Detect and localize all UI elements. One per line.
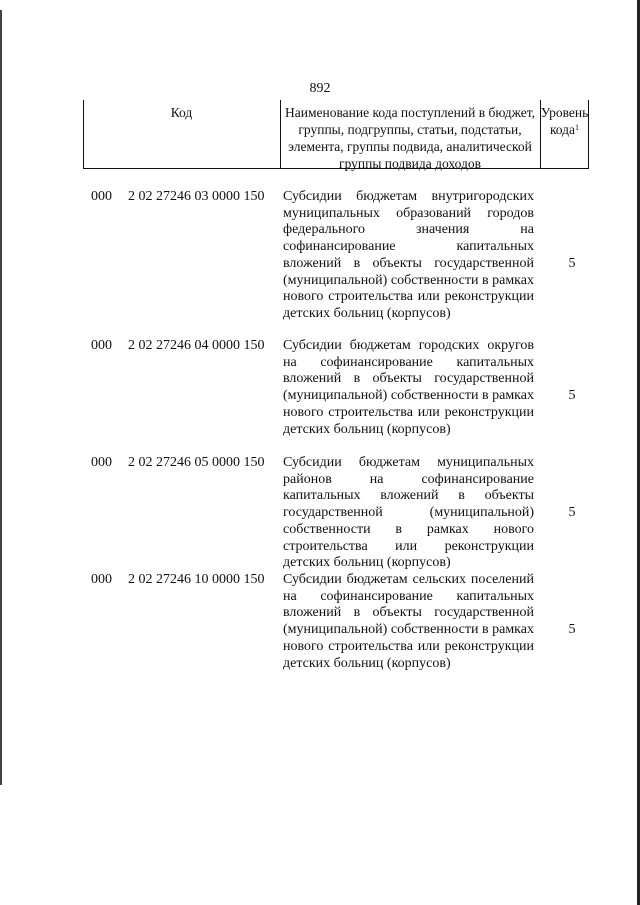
header-level-footnote: 1 — [575, 123, 580, 132]
row-income-code: 2 02 27246 10 0000 150 — [128, 572, 265, 587]
row-admin-code: 000 — [91, 455, 112, 470]
row-income-code: 2 02 27246 03 0000 150 — [128, 189, 265, 204]
header-level — [540, 104, 589, 138]
row-name: Субсидии бюджетам внутригородских муниципальных образований городов федерального значения на софинансирование капитальных вложений в объекты государственной (муниципальной) собственности в рамках нового строительства или реконструкции детских больниц (корпусов) — [283, 189, 534, 321]
row-admin-code: 000 — [91, 338, 112, 353]
row-level: 5 — [568, 622, 576, 637]
header-name: Наименование кода поступлений в бюджет, группы, подгруппы, статьи, подстатьи, элемента, группы подвида, аналитической группы подвида доходов — [284, 105, 535, 171]
row-admin-code: 000 — [91, 572, 112, 587]
header-code: Код — [170, 105, 193, 120]
row-income-code: 2 02 27246 04 0000 150 — [128, 338, 265, 353]
row-level: 5 — [568, 256, 576, 271]
row-name: Субсидии бюджетам городских округов на софинансирование капитальных вложений в объекты государственной (муниципальной) собственности в рамках нового строительства или реконструкции детских больниц (корпусов) — [283, 338, 534, 437]
row-admin-code: 000 — [91, 189, 112, 204]
row-name: Субсидии бюджетам сельских поселений на софинансирование капитальных вложений в объекты государственной (муниципальной) собственности в рамках нового строительства или реконструкции детских больниц (корпусов) — [283, 572, 534, 671]
table-header — [83, 100, 589, 169]
page-number: 892 — [309, 81, 331, 96]
row-level: 5 — [568, 505, 576, 520]
row-name: Субсидии бюджетам муниципальных районов на софинансирование капитальных вложений в объекты государственной (муниципальной) собственности в рамках нового строительства или реконструкции детских больниц (корпусов) — [283, 455, 534, 571]
row-level: 5 — [568, 388, 576, 403]
scan-edge-left — [0, 10, 2, 785]
header-level-label: Уровень кода — [540, 105, 589, 137]
row-income-code: 2 02 27246 05 0000 150 — [128, 455, 265, 470]
